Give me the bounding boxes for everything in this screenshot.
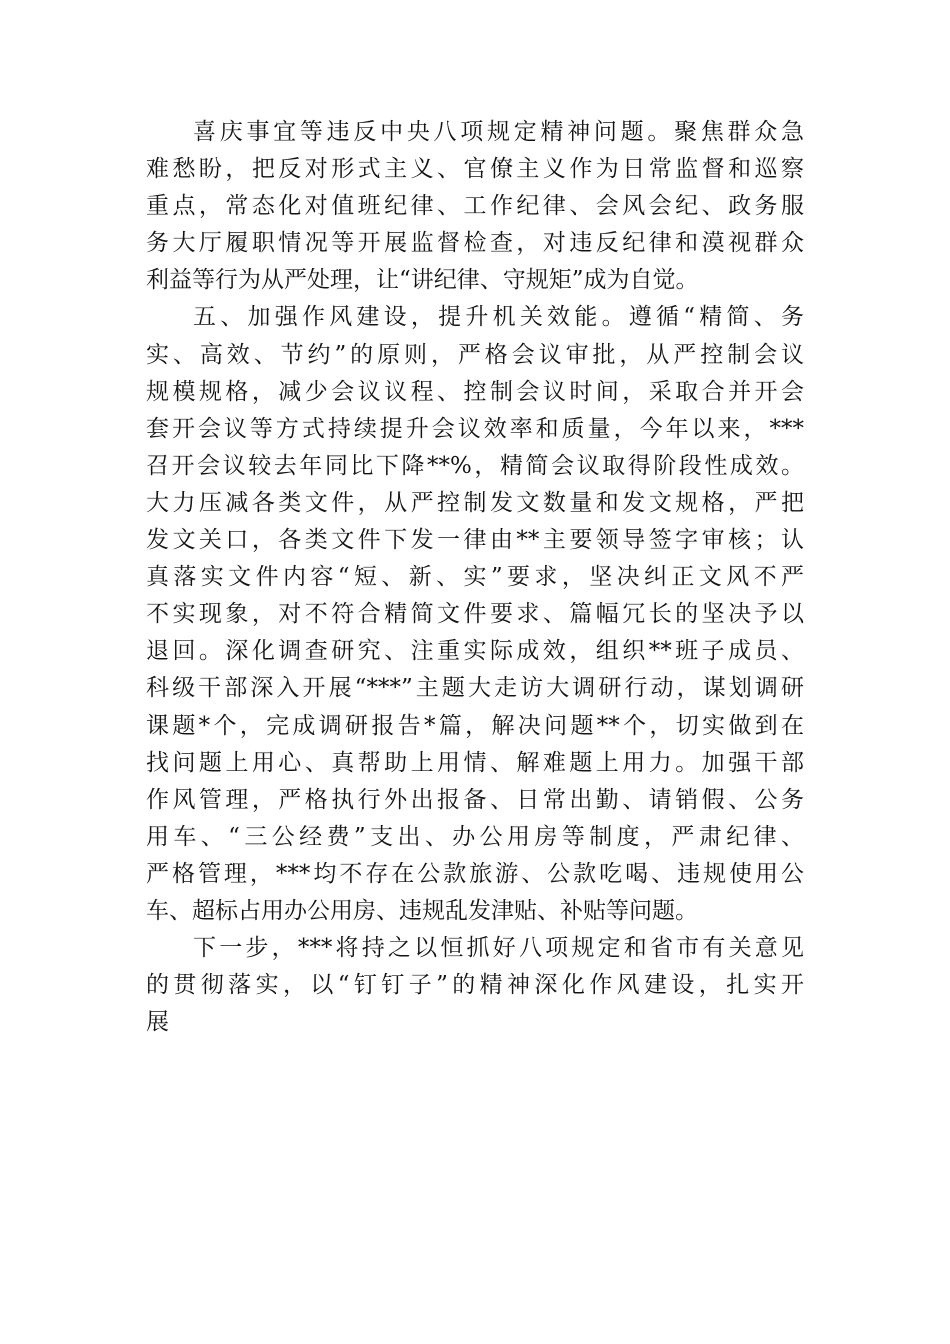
text-line: 五、加强作风建设，提升机关效能。遵循“精简、务 [193, 304, 804, 331]
text-line: 务大厅履职情况等开展监督检查，对违反纪律和漠视群众 [146, 230, 804, 257]
text-line: 规模规格，减少会议议程、控制会议时间，采取合并开会 [146, 378, 804, 405]
text-line: 用车、“三公经费”支出、办公用房等制度，严肃纪律、 [146, 823, 804, 850]
text-line: 重点，常态化对值班纪律、工作纪律、会风会纪、政务服 [146, 193, 804, 220]
text-line: 展 [146, 1009, 169, 1036]
text-line: 车、超标占用办公用房、违规乱发津贴、补贴等问题。 [146, 897, 698, 924]
text-line: 作风管理，严格执行外出报备、日常出勤、请销假、公务 [146, 786, 804, 813]
text-line: 发文关口，各类文件下发一律由**主要领导签字审核；认 [146, 527, 804, 554]
text-line: 下一步，***将持之以恒抓好八项规定和省市有关意见 [193, 935, 804, 962]
text-line: 找问题上用心、真帮助上用情、解难题上用力。加强干部 [146, 749, 804, 776]
document-body [146, 114, 804, 1041]
text-line: 课题*个，完成调研报告*篇，解决问题**个，切实做到在 [146, 712, 804, 739]
text-line: 真落实文件内容“短、新、实”要求，坚决纠正文风不严 [146, 564, 804, 591]
text-line: 的贯彻落实，以“钉钉子”的精神深化作风建设，扎实开 [146, 972, 804, 999]
text-line: 实、高效、节约”的原则，严格会议审批，从严控制会议 [146, 341, 804, 368]
text-line: 退回。深化调查研究、注重实际成效，组织**班子成员、 [146, 638, 804, 665]
text-line: 召开会议较去年同比下降**%，精简会议取得阶段性成效。 [146, 452, 804, 479]
text-line: 大力压减各类文件，从严控制发文数量和发文规格，严把 [146, 489, 804, 516]
text-line: 严格管理，***均不存在公款旅游、公款吃喝、违规使用公 [146, 860, 804, 887]
text-line: 难愁盼，把反对形式主义、官僚主义作为日常监督和巡察 [146, 156, 804, 183]
text-line: 科级干部深入开展“***”主题大走访大调研行动，谋划调研 [146, 675, 804, 702]
text-line: 利益等行为从严处理，让“讲纪律、守规矩”成为自觉。 [146, 267, 699, 294]
text-line: 不实现象，对不符合精简文件要求、篇幅冗长的坚决予以 [146, 601, 804, 628]
text-line: 喜庆事宜等违反中央八项规定精神问题。聚焦群众急 [193, 119, 804, 145]
text-line: 套开会议等方式持续提升会议效率和质量，今年以来，*** [146, 415, 804, 442]
